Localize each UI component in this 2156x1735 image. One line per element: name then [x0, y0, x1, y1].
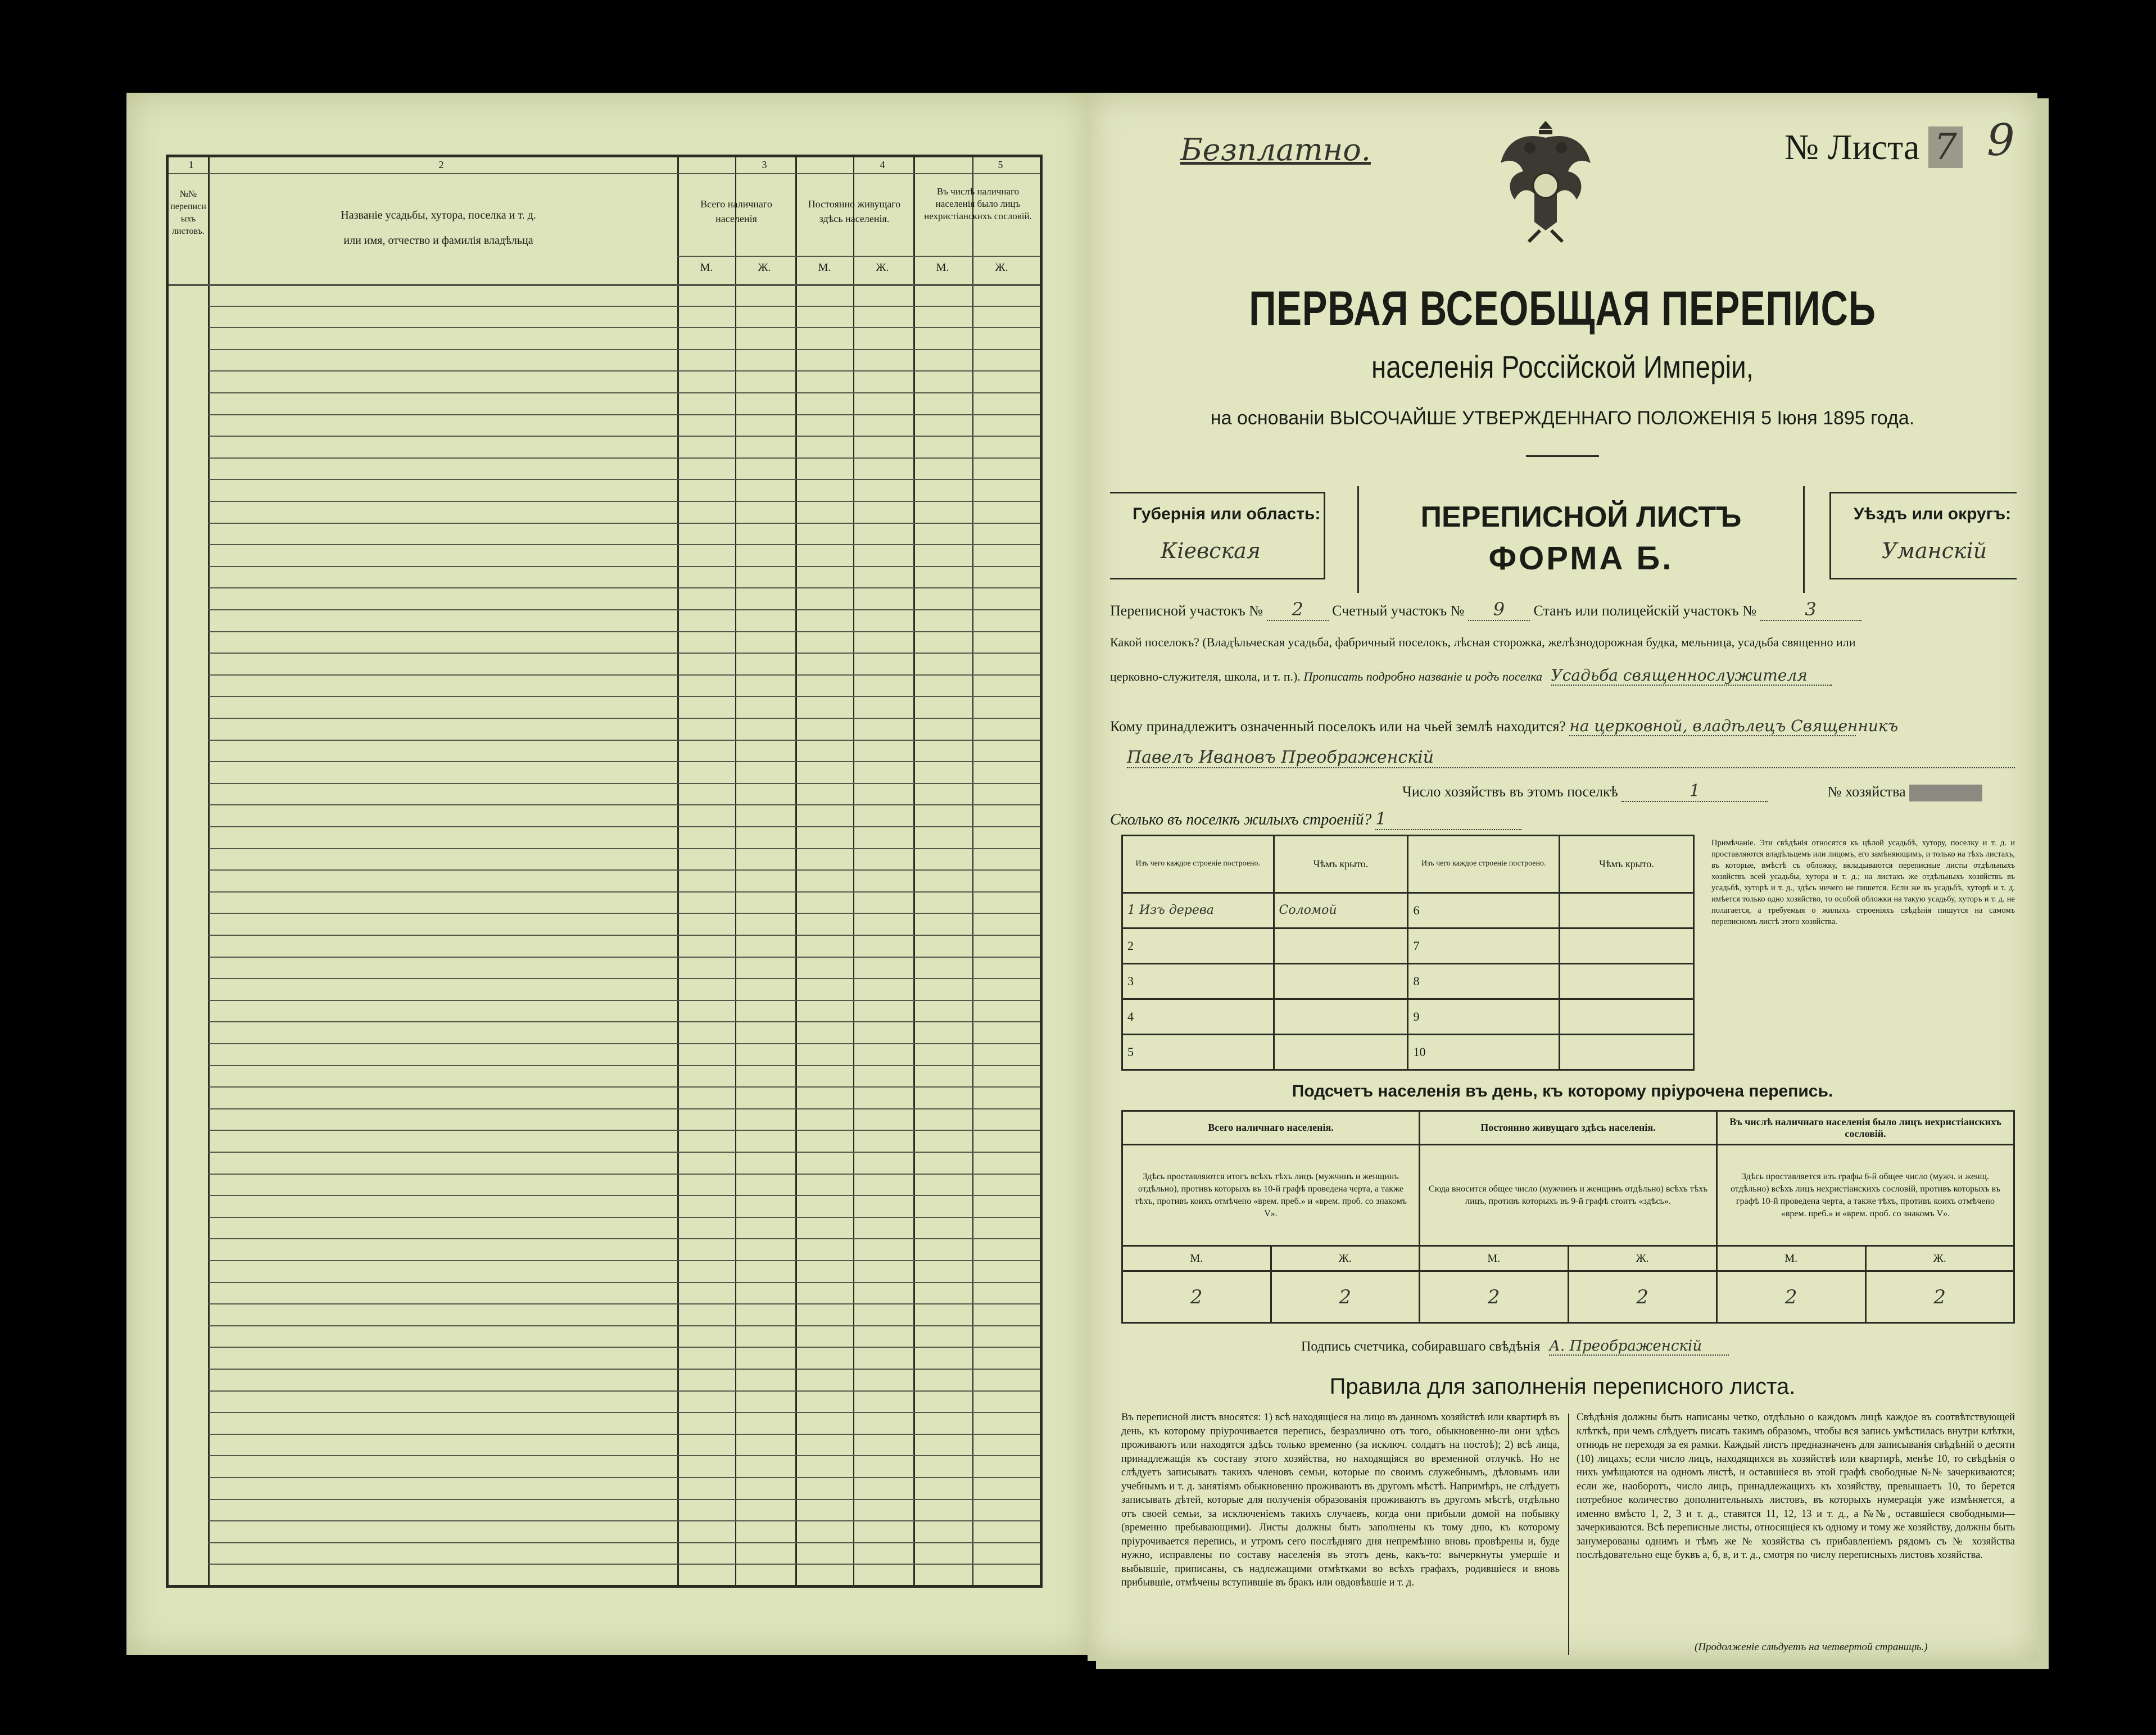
row-line — [208, 1282, 1040, 1283]
right-page — [1088, 93, 2037, 1661]
row-line — [208, 1000, 1040, 1001]
row-line — [208, 523, 1040, 524]
col4-header: Постоянно живущаго здѣсь населенія. — [808, 198, 901, 224]
row-line — [208, 869, 1040, 871]
row-line — [208, 1564, 1040, 1565]
count-col-desc: Сюда вносится общее число (мужчинъ и женщинъ отдѣльно) всѣхъ тѣхъ лицъ, противъ которыхъ въ 9-й графѣ стоитъ «здѣсь». — [1420, 1145, 1717, 1246]
bt-row-num-material: 9 — [1408, 999, 1560, 1034]
owner-value-2: Павелъ Ивановъ Преображенскій — [1127, 748, 2015, 768]
signature-label: Подпись счетчика, собиравшаго свѣдѣнія — [1301, 1339, 1541, 1354]
count-m-value: 2 — [1717, 1271, 1866, 1323]
row-line — [208, 696, 1040, 697]
row-line — [208, 1043, 1040, 1044]
row-line — [208, 1174, 1040, 1175]
m-label: М. — [1717, 1246, 1866, 1271]
rules-divider — [1568, 1414, 1569, 1655]
row-line — [208, 631, 1040, 632]
row-line — [208, 978, 1040, 979]
bt-row-num-material: 7 — [1408, 928, 1560, 963]
m-label: М. — [700, 261, 713, 274]
m-label: М. — [1122, 1246, 1271, 1271]
poselok-q2-italic: Прописать подробно названіе и родъ поселка — [1303, 669, 1543, 683]
count-table — [1121, 1110, 2015, 1324]
row-line — [208, 1477, 1040, 1478]
row-line — [208, 587, 1040, 588]
building-row — [1122, 1034, 1694, 1070]
census-title: ПЕРВАЯ ВСЕОБЩАЯ ПЕРЕПИСЬ — [1249, 282, 1876, 336]
row-line — [208, 891, 1040, 893]
building-row — [1122, 893, 1694, 928]
bt-row-roof — [1559, 928, 1693, 963]
sheet-no-value: 7 — [1928, 126, 1963, 168]
count-zh-value: 2 — [1271, 1271, 1420, 1323]
signature-value: А. Преображенскій — [1549, 1338, 1729, 1356]
row-line — [208, 740, 1040, 741]
count-zh-value: 2 — [1568, 1271, 1717, 1323]
bt-row-roof — [1559, 893, 1693, 928]
count-col-head: Постоянно живущаго здѣсь населенія. — [1420, 1111, 1717, 1145]
row-line — [208, 501, 1040, 502]
free-label: Безплатно. — [1180, 132, 1371, 167]
row-line — [208, 1542, 1040, 1543]
bt-head-material: Изъ чего каждое строеніе построено. — [1122, 836, 1274, 893]
building-row — [1122, 963, 1694, 999]
zh-label: Ж. — [995, 261, 1008, 274]
left-page — [126, 93, 1090, 1655]
count-m-value: 2 — [1420, 1271, 1569, 1323]
row-line — [208, 479, 1040, 480]
uchastok-label: Переписной участокъ № — [1110, 603, 1263, 619]
census-subtitle: населенія Россійской Имперіи, — [1371, 349, 1754, 384]
bt-row-roof: Соломой — [1274, 893, 1408, 928]
row-line — [208, 935, 1040, 936]
rules-left: Въ переписной листъ вносятся: 1) всѣ находящіеся на лицо въ данномъ хозяйствѣ или квартирѣ въ день, къ которому пріурочивается перепись, безразлично отъ того, обыкновенно-ли они здѣсь проживаютъ или находятся здѣсь только временно (за исключ. солдатъ на постоѣ); 2) всѣ лица, принадлежащія къ составу этого хозяйства, но находящіяся во временной отлучкѣ. Но не слѣдуетъ записывать такихъ членовъ семьи, которые по своимъ служебнымъ, дѣловымъ или учебнымъ и т. д. занятіямъ обыкновенно проживаютъ въ другомъ мѣстѣ. Напримѣръ, не слѣдуетъ записывать дѣтей, которые для полученія образованія проживаютъ въ другомъ мѣстѣ, отдѣльно отъ своей семьи, за исключеніемъ такихъ случаевъ, когда они прибыли домой на побывку (временно пребывающими). Листы должны быть заполнены къ тому дню, къ которому пріурочивается перепись, и утромъ сего послѣдняго дня непремѣнно вновь провѣрены и, буде нужно, исправлены по составу населенія въ этотъ день, какъ-то: вычеркнуты умершіе и выбывшіе, приписаны, съ надлежащими отмѣтками во всѣхъ графахъ, родившіеся и вновь прибывшіе, отмѣчены вступившіе въ бракъ или овдовѣвшіе и т. д. — [1121, 1412, 1560, 1588]
bt-head-material: Изъ чего каждое строеніе построено. — [1408, 836, 1560, 893]
col3-header: Всего наличнаго населенія — [700, 198, 772, 224]
row-line — [208, 1130, 1040, 1131]
poselok-q2: церковно-служителя, школа, и т. п.). — [1110, 669, 1301, 683]
owner-line — [1110, 717, 1899, 736]
row-line — [208, 306, 1040, 307]
count-zh-value: 2 — [1865, 1271, 2014, 1323]
row-line — [208, 327, 1040, 328]
bt-row-roof — [1274, 1034, 1408, 1070]
row-line — [208, 1195, 1040, 1196]
bt-row-num-material: 10 — [1408, 1034, 1560, 1070]
bt-row-roof — [1274, 928, 1408, 963]
row-line — [208, 1108, 1040, 1109]
imperial-eagle-emblem — [1489, 110, 1602, 244]
row-line — [208, 392, 1040, 393]
households-table — [166, 155, 1043, 1588]
households-value: 1 — [1621, 781, 1768, 802]
building-row — [1122, 928, 1694, 963]
household-no-redacted — [1909, 785, 1982, 801]
row-line — [208, 1390, 1040, 1392]
schetny-value: 9 — [1468, 599, 1530, 621]
row-line — [208, 804, 1040, 805]
row-line — [208, 1325, 1040, 1326]
bt-row-roof — [1274, 999, 1408, 1034]
form-title-2: ФОРМА Б. — [1488, 540, 1674, 577]
row-line — [208, 913, 1040, 914]
poselok-value: Усадьба священнослужителя — [1551, 666, 1832, 686]
row-line — [208, 1434, 1040, 1435]
building-row — [1122, 999, 1694, 1034]
col-number: 1 — [188, 159, 194, 170]
owner-value-1: на церковной, владѣлецъ Священникъ — [1569, 717, 1899, 735]
row-line — [208, 457, 1040, 459]
buildings-line — [1110, 809, 1521, 830]
col2-header-line1: Названіе усадьбы, хутора, поселка и т. д. — [341, 209, 536, 221]
zh-label: Ж. — [876, 261, 889, 274]
bt-row-roof — [1559, 963, 1693, 999]
stan-label: Станъ или полицейскій участокъ № — [1533, 603, 1757, 619]
count-col-desc: Здѣсь проставляется изъ графы 6-й общее число (мужч. и женщ. отдѣльно) всѣхъ лицъ нехристіанскихъ сословій, противъ которыхъ въ графѣ 10-й проведена черта, а также тѣхъ, противъ коихъ отмѣчено «врем. преб.» и «врем. проб. со знакомъ V». — [1717, 1145, 2014, 1246]
col-number: 5 — [998, 159, 1003, 170]
rules-title: Правила для заполненія переписного листа. — [1329, 1374, 1796, 1399]
stan-value: 3 — [1760, 599, 1861, 621]
row-line — [208, 436, 1040, 437]
row-line — [208, 1520, 1040, 1521]
zh-label: Ж. — [758, 261, 771, 274]
m-label: М. — [818, 261, 831, 274]
bt-row-num-material: 8 — [1408, 963, 1560, 999]
col2-header-line2: или имя, отчество и фамилія владѣльца — [343, 234, 533, 247]
row-line — [208, 414, 1040, 415]
col-number: 2 — [438, 159, 444, 170]
owner-question: Кому принадлежитъ означенный поселокъ или на чьей землѣ находится? — [1110, 718, 1566, 735]
corner-number: 9 — [1987, 115, 2015, 166]
bt-row-roof — [1559, 1034, 1693, 1070]
count-m-value: 2 — [1122, 1271, 1271, 1323]
uezd-box — [1829, 492, 2017, 579]
count-col-desc: Здѣсь проставляются итогъ всѣхъ тѣхъ лицъ (мужчинъ и женщинъ отдѣльно), противъ которыхъ въ 10-й графѣ проведена черта, а также тѣхъ, противъ коихъ отмѣчено «врем. преб.» и «врем. проб. со знакомъ V». — [1122, 1145, 1420, 1246]
row-line — [208, 1217, 1040, 1218]
form-title-box — [1357, 486, 1805, 593]
row-line — [208, 1455, 1040, 1456]
count-col-head: Въ числѣ наличнаго населенія было лицъ нехристіанскихъ сословій. — [1717, 1111, 2014, 1145]
row-line — [208, 1238, 1040, 1239]
row-line — [208, 1303, 1040, 1304]
bt-row-num-material: 6 — [1408, 893, 1560, 928]
form-title-1: ПЕРЕПИСНОЙ ЛИСТЪ — [1420, 501, 1742, 533]
uezd-value: Уманскій — [1882, 538, 1987, 563]
row-line — [208, 1152, 1040, 1153]
m-label: М. — [936, 261, 949, 274]
count-title: Подсчетъ населенія въ день, къ которому пріурочена перепись. — [1292, 1082, 1833, 1100]
row-line — [208, 1021, 1040, 1022]
row-line — [208, 653, 1040, 654]
bt-row-num-material: 5 — [1122, 1034, 1274, 1070]
uchastok-value: 2 — [1267, 599, 1329, 621]
bt-row-num-material: 1 Изъ дерева — [1122, 893, 1274, 928]
sheet-number-label — [1784, 126, 1963, 168]
divider — [1526, 455, 1599, 457]
row-line — [208, 1412, 1040, 1413]
bt-row-roof — [1274, 963, 1408, 999]
buildings-value: 1 — [1375, 809, 1521, 830]
zh-label: Ж. — [1271, 1246, 1420, 1271]
poselok-question-1: Какой поселокъ? (Владѣльческая усадьба, фабричный поселокъ, лѣсная сторожка, желѣзнодорожная будка, мельница, усадьба священно или — [1110, 635, 1856, 649]
col-number: 4 — [880, 159, 885, 170]
row-line — [208, 1086, 1040, 1088]
row-line — [208, 566, 1040, 567]
bt-row-num-material: 4 — [1122, 999, 1274, 1034]
households-label: Число хозяйствъ въ этомъ поселкѣ — [1402, 783, 1618, 800]
households-line — [1402, 781, 1982, 802]
row-line — [208, 370, 1040, 372]
rules-right: Свѣдѣнія должны быть написаны четко, отдѣльно о каждомъ лицѣ каждое въ соотвѣтствующей клѣткѣ, при чемъ слѣдуетъ писать такимъ образомъ, чтобы вся запись умѣстилась внутри клѣтки, отнюдь не переходя за ея рамки. Каждый листъ предназначенъ для записыванія свѣдѣній о десяти (10) лицахъ; если число лицъ, находящихся въ хозяйствѣ или квартирѣ, менѣе 10, то свѣдѣнія о нихъ умѣщаются на одномъ листѣ, и оставшіеся въ этой графѣ свободные №№ зачеркиваются; если же, наоборотъ, число лицъ, принадлежащихъ къ хозяйству, превышаетъ 10, то берется потребное количество дополнительныхъ листовъ, въ которыхъ нумерація уже измѣняется, а именно вмѣсто 1, 2, 3 и т. д., ставятся 11, 12, 13 и т. д., а №№, оставшіеся свободными—зачеркиваются. Всѣ переписные листы, относящіеся къ одному и тому же хозяйству, должны быть занумерованы однимъ и тѣмъ же № хозяйства съ прибавленіемъ рядомъ съ № хозяйства послѣдовательно еще буквъ а, б, в, и т. д., смотря по числу переписныхъ листовъ хозяйства. — [1577, 1412, 2015, 1561]
zh-label: Ж. — [1865, 1246, 2014, 1271]
row-line — [208, 783, 1040, 784]
row-line — [208, 718, 1040, 719]
buildings-table — [1121, 835, 1695, 1071]
uezd-label: Уѣздъ или округъ: — [1854, 505, 2012, 523]
row-line — [208, 349, 1040, 350]
buildings-label: Сколько въ поселкѣ жилыхъ строеній? — [1110, 811, 1372, 828]
row-line — [208, 761, 1040, 762]
row-line — [208, 544, 1040, 545]
row-line — [208, 609, 1040, 610]
bt-head-roof: Чѣмъ крыто. — [1559, 836, 1693, 893]
census-basis: на основаніи ВЫСОЧАЙШЕ УТВЕРЖДЕННАГО ПОЛОЖЕНІЯ 5 Іюня 1895 года. — [1210, 407, 1915, 429]
bt-row-num-material: 3 — [1122, 963, 1274, 999]
bt-row-num-material: 2 — [1122, 928, 1274, 963]
continued-note: (Продолженіе слѣдуетъ на четвертой страницѣ.) — [1695, 1641, 1928, 1653]
bt-head-roof: Чѣмъ крыто. — [1274, 836, 1408, 893]
row-line — [208, 674, 1040, 676]
poselok-question-2 — [1110, 666, 1832, 686]
row-line — [208, 1065, 1040, 1066]
gubernia-box — [1110, 492, 1325, 579]
col1-header: №№ переписныхъ листовъ. — [170, 189, 206, 236]
row-line — [208, 1347, 1040, 1348]
col5-header: Въ числѣ наличнаго населенія было лицъ нехристіанскихъ сословій. — [924, 186, 1032, 221]
bt-row-roof — [1559, 999, 1693, 1034]
gubernia-label: Губернія или область: — [1133, 505, 1321, 523]
row-line — [208, 1260, 1040, 1261]
note-text: Примѣчаніе. Эти свѣдѣнія относятся къ цѣлой усадьбѣ, хутору, поселку и т. д. и проставляются владѣльцемъ или лицомъ, его замѣняющимъ, и только на тѣхъ листахъ, въ которые, вмѣстѣ съ обложку, вкладываются переписные листы отдѣльныхъ хозяйствъ всей усадьбы, хутора и т. д.; на листахъ же отдѣльныхъ хозяйствъ въ усадьбѣ, хуторѣ и т. д., здѣсь ничего не пишется. Если же въ усадьбѣ, хуторѣ и т. д. имѣется только одно хозяйство, то особой обложки на такую усадьбу, хуторъ и т. д. не полагается, а требуемыя о жилыхъ строеніяхъ свѣдѣнія пишутся на самомъ переписномъ листѣ этого хозяйства. — [1711, 839, 2015, 926]
row-line — [208, 957, 1040, 958]
row-line — [208, 1369, 1040, 1370]
row-line — [208, 848, 1040, 849]
m-label: М. — [1420, 1246, 1569, 1271]
zh-label: Ж. — [1568, 1246, 1717, 1271]
household-no-label: № хозяйства — [1827, 783, 1906, 800]
gubernia-value: Кіевская — [1161, 538, 1261, 563]
count-col-head: Всего наличнаго населенія. — [1122, 1111, 1420, 1145]
row-line — [208, 1499, 1040, 1500]
sheet-no-label: № Листа — [1784, 127, 1920, 167]
district-line — [1110, 599, 1861, 621]
col-number: 3 — [762, 159, 767, 170]
schetny-label: Счетный участокъ № — [1332, 603, 1465, 619]
row-line — [208, 826, 1040, 827]
signature-line — [1301, 1338, 1729, 1356]
